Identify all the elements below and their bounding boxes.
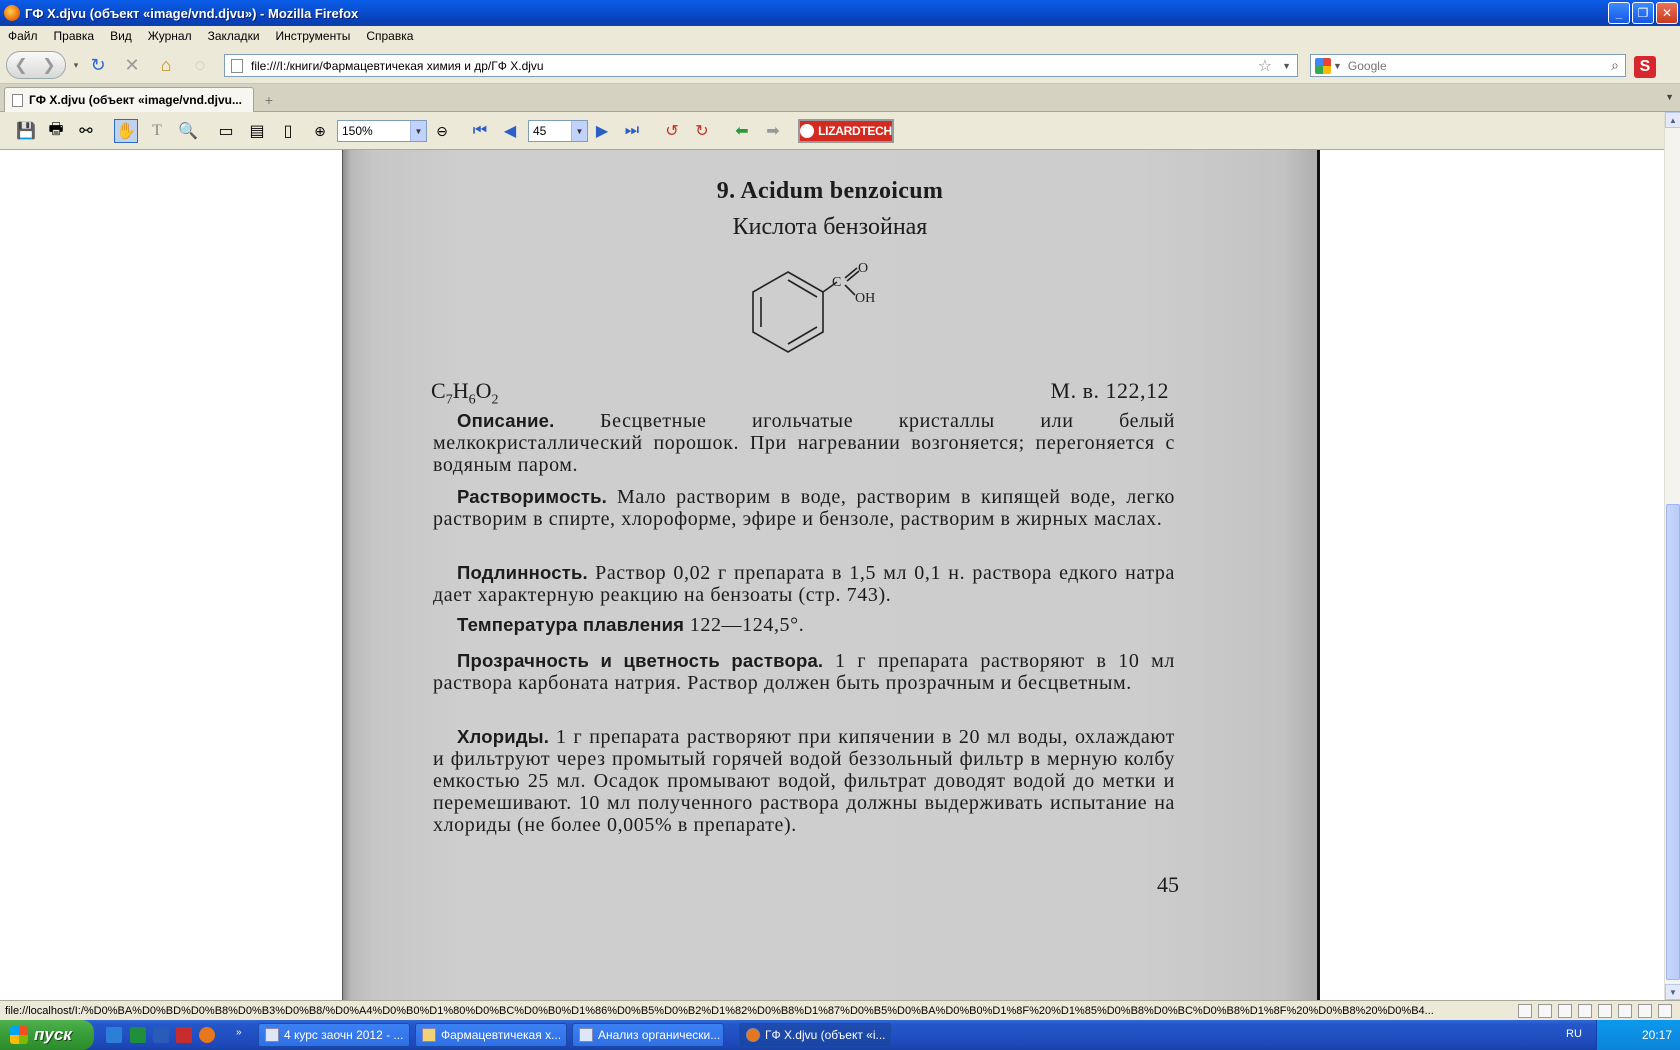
bookmark-star-icon[interactable]: ☆ <box>1257 57 1273 75</box>
address-bar <box>224 54 1298 77</box>
search-engine-dropdown-icon[interactable]: ▼ <box>1333 60 1342 71</box>
addon-s-icon[interactable]: S <box>1634 56 1656 78</box>
find-binoculars-icon[interactable]: ⚯ <box>79 123 93 140</box>
rotate-left-icon[interactable]: ↺ <box>665 123 679 140</box>
status-mail-icon[interactable] <box>1618 1004 1632 1018</box>
go-back-icon[interactable]: ⬅ <box>735 123 749 140</box>
benzene-ring <box>753 272 823 352</box>
monograph-title-latin: 9. Acidum benzoicum <box>716 178 944 204</box>
quicklaunch-more-icon[interactable]: » <box>236 1027 242 1038</box>
menu-tools[interactable]: Инструменты <box>275 29 351 43</box>
taskbar-item-word-analysis[interactable] <box>572 1023 724 1047</box>
djvu-toolbar <box>0 112 1664 150</box>
search-bar <box>1310 54 1626 77</box>
go-forward-icon[interactable]: ➡ <box>766 123 780 140</box>
first-page-icon[interactable]: ⏮ <box>472 122 488 139</box>
quicklaunch-ie-icon[interactable] <box>106 1027 122 1043</box>
quicklaunch-word-icon[interactable] <box>153 1027 169 1043</box>
back-forward-group <box>6 51 66 79</box>
menu-help[interactable]: Справка <box>366 29 414 43</box>
list-all-tabs-icon[interactable]: ▼ <box>1665 92 1674 102</box>
status-help-icon[interactable] <box>1658 1004 1672 1018</box>
google-engine-icon[interactable] <box>1315 58 1331 74</box>
title-bar <box>0 0 1680 26</box>
paragraph-text: Бесцветные игольчатые кристаллы или белый мелкокристаллический порошок. При нагревании возгоняется; перегоняется с водяным паром. <box>433 410 1175 476</box>
taskbar-item-label: Фармацевтичекая х... <box>441 1028 562 1042</box>
hydroxyl-label: OH <box>855 291 876 306</box>
fit-page-icon[interactable]: ▭ <box>218 123 234 140</box>
reload-icon[interactable]: ↻ <box>90 54 106 75</box>
tab-label: ГФ X.djvu (объект «image/vnd.djvu... <box>29 93 242 107</box>
history-dropdown-icon[interactable]: ▾ <box>73 59 79 70</box>
save-icon[interactable]: 💾 <box>16 123 36 140</box>
tab-djvu[interactable] <box>4 87 254 112</box>
scroll-up-icon[interactable]: ▲ <box>1665 112 1680 128</box>
paragraph-heading: Подлинность. <box>457 562 588 583</box>
status-icons <box>1518 1004 1672 1018</box>
windows-flag-icon <box>10 1026 28 1044</box>
paragraph-identity <box>433 562 1175 606</box>
close-button[interactable]: ✕ <box>1656 2 1678 24</box>
vertical-scrollbar[interactable] <box>1664 112 1680 1000</box>
zoom-select[interactable] <box>337 120 427 142</box>
scroll-down-icon[interactable]: ▼ <box>1665 984 1680 1000</box>
zoom-tool-icon[interactable]: 🔍 <box>178 123 198 140</box>
search-input[interactable] <box>1348 59 1611 73</box>
zoom-in-icon[interactable]: ⊕ <box>314 122 326 139</box>
tab-strip <box>0 84 1680 112</box>
page-value: 45 <box>533 124 547 138</box>
taskbar-item-firefox[interactable] <box>739 1023 891 1047</box>
url-input[interactable] <box>251 59 1258 73</box>
page-dropdown-icon[interactable]: ▼ <box>571 121 587 141</box>
zoom-value: 150% <box>342 124 373 138</box>
paragraph-heading: Температура плавления <box>457 614 685 635</box>
oxygen-label: O <box>858 261 869 276</box>
status-save-icon[interactable] <box>1558 1004 1572 1018</box>
restore-button[interactable]: ❐ <box>1632 2 1654 24</box>
window-title: ГФ X.djvu (объект «image/vnd.djvu») - Mozilla Firefox <box>25 5 359 21</box>
url-dropdown-icon[interactable]: ▼ <box>1282 60 1291 71</box>
lizardtech-logo[interactable] <box>798 119 894 143</box>
monograph-title-russian: Кислота бензойная <box>732 214 928 240</box>
paragraph-heading: Растворимость. <box>457 486 607 507</box>
ring-double-bond-2 <box>788 327 817 344</box>
minimize-button[interactable]: _ <box>1608 2 1630 24</box>
formula-h-count: 6 <box>468 392 476 408</box>
zoom-out-icon[interactable]: ⊖ <box>436 122 448 139</box>
status-refresh-icon[interactable] <box>1598 1004 1612 1018</box>
djvu-page <box>342 150 1320 1000</box>
lizardtech-swirl-icon <box>800 124 814 138</box>
page-select[interactable] <box>528 120 588 142</box>
fit-width-icon[interactable]: ▤ <box>249 123 265 140</box>
status-bar <box>0 1000 1680 1020</box>
taskbar-item-label: 4 курс заочн 2012 - ... <box>284 1028 404 1042</box>
taskbar-item-label: ГФ X.djvu (объект «i... <box>765 1028 886 1042</box>
lizardtech-label: LIZARDTECH <box>818 124 892 138</box>
ring-double-bond-3 <box>788 280 817 297</box>
molecular-formula <box>431 378 498 408</box>
taskbar-item-folder[interactable] <box>415 1023 567 1047</box>
paragraph-description <box>433 410 1175 476</box>
last-page-icon[interactable]: ⏭ <box>624 122 640 139</box>
status-tools-icon[interactable] <box>1638 1004 1652 1018</box>
paragraph-heading: Хлориды. <box>457 726 550 747</box>
taskbar-item-word-doc[interactable] <box>258 1023 410 1047</box>
menu-bar <box>0 26 1680 46</box>
paragraph-text: Раствор 0,02 г препарата в 1,5 мл 0,1 н. раствора едкого натра дает характерную реакцию на бензоаты (стр. 743). <box>433 562 1175 606</box>
paragraph-melting-point <box>433 614 1175 636</box>
search-icon[interactable]: ⌕ <box>1611 57 1619 73</box>
menu-edit[interactable]: Правка <box>53 29 95 43</box>
start-label: пуск <box>34 1025 72 1044</box>
loading-throbber-icon: ◌ <box>194 54 206 75</box>
menu-history[interactable]: Журнал <box>147 29 192 43</box>
menu-view[interactable]: Вид <box>110 29 132 43</box>
paragraph-solubility <box>433 486 1175 530</box>
hydroxyl-bond <box>845 285 855 295</box>
previous-page-icon[interactable]: ◀ <box>503 123 517 140</box>
system-tray <box>1596 1020 1680 1050</box>
firefox-icon <box>4 5 20 21</box>
paragraph-text: 1 г препарата растворяют в 10 мл раствора карбоната натрия. Раствор должен быть прозрачным и бесцветным. <box>433 650 1175 694</box>
paragraph-clarity-color <box>433 650 1175 694</box>
clock[interactable]: 20:17 <box>1641 1028 1672 1042</box>
quicklaunch-acrobat-icon[interactable] <box>176 1027 192 1043</box>
stop-icon[interactable]: ✕ <box>124 54 140 75</box>
formula-o-count: 2 <box>491 392 499 408</box>
window-controls <box>1608 2 1678 24</box>
document-viewport[interactable] <box>0 150 1664 1000</box>
folder-icon <box>422 1028 436 1042</box>
benzoic-acid-structure <box>733 260 883 370</box>
navigation-toolbar <box>0 46 1680 84</box>
menu-file[interactable]: Файл <box>8 29 38 43</box>
paragraph-text: 122—124,5°. <box>684 614 805 636</box>
carbon-label: C <box>832 275 842 290</box>
paragraph-heading: Описание. <box>457 410 555 431</box>
forward-icon[interactable]: ❯ <box>42 57 56 74</box>
paragraph-text: Мало растворим в воде, растворим в кипящей воде, легко растворим в спирте, хлороформе, эфире и бензоле, растворим в жирных маслах. <box>433 486 1175 530</box>
print-icon[interactable]: 🖶 <box>48 120 64 138</box>
menu-bookmarks[interactable]: Закладки <box>207 29 260 43</box>
paragraph-heading: Прозрачность и цветность раствора. <box>457 650 824 671</box>
scrollbar-thumb[interactable] <box>1666 504 1680 980</box>
paragraph-chlorides <box>433 726 1175 836</box>
actual-size-icon[interactable]: ▯ <box>283 123 293 140</box>
home-icon[interactable]: ⌂ <box>160 54 172 75</box>
molar-mass: М. в. 122,12 <box>1050 378 1169 403</box>
formula-h: H <box>452 378 469 403</box>
page-icon <box>231 59 243 73</box>
hand-tool-icon[interactable]: ✋ <box>114 119 138 143</box>
start-button[interactable] <box>0 1020 94 1050</box>
quicklaunch-excel-icon[interactable] <box>130 1027 146 1043</box>
zoom-dropdown-icon[interactable]: ▼ <box>410 121 426 141</box>
status-url: file://localhost/I:/%D0%BA%D0%BD%D0%B8%D0%B3%D0%B8/%D0%A4%D0%B0%D1%80%D0%BC%D0%B0%D1%86%D0%B5%D0%B2%D1%82%D0%B8%D1%87%D0%B5%D0%BA%D0%B0%D1%8F%20%D1%85%D0%B8%D0%BC%D0%B8%D1%8F%20%D0%B8%20%D0%B4... <box>5 1004 1434 1017</box>
formula-c: C <box>431 378 446 403</box>
next-page-icon[interactable]: ▶ <box>595 123 609 140</box>
formula-c-count: 7 <box>445 392 453 408</box>
page-number: 45 <box>1157 872 1179 897</box>
carbonyl-double-bond-a <box>845 268 857 278</box>
status-page-icon[interactable] <box>1518 1004 1532 1018</box>
word-doc-icon <box>265 1028 279 1042</box>
status-pen-icon[interactable] <box>1538 1004 1552 1018</box>
quicklaunch-firefox-icon[interactable] <box>199 1027 215 1043</box>
taskbar <box>0 1020 1680 1050</box>
document-icon <box>12 94 23 107</box>
text-select-icon[interactable]: T <box>152 122 162 139</box>
rotate-right-icon[interactable]: ↻ <box>695 123 709 140</box>
new-tab-button[interactable]: + <box>264 92 274 108</box>
formula-o: O <box>475 378 492 403</box>
paragraph-text: 1 г препарата растворяют при кипячении в 20 мл воды, охлаждают и фильтруют через промытый горячей водой беззольный фильтр в мерную колбу емкостью 25 мл. Осадок промывают водой, фильтрат доводят водой до метки и перемешивают. 10 мл полученного раствора должны выдерживать испытание на хлориды (не более 0,005% в препарате). <box>433 726 1175 836</box>
language-indicator[interactable]: RU <box>1566 1028 1582 1040</box>
firefox-icon <box>746 1028 760 1042</box>
taskbar-item-label: Анализ органически... <box>598 1028 721 1042</box>
word-doc-icon <box>579 1028 593 1042</box>
back-icon[interactable]: ❮ <box>14 57 28 74</box>
status-print-icon[interactable] <box>1578 1004 1592 1018</box>
